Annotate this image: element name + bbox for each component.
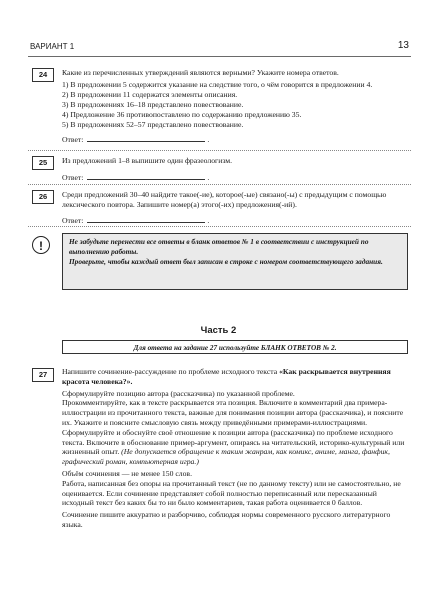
separator: [28, 150, 411, 151]
task-number-27: 27: [32, 368, 54, 382]
task-24-option-3: 3) В предложениях 16–18 представлено повествование.: [62, 100, 244, 109]
task-26-answer: Ответ: .: [62, 216, 210, 225]
task-27-p3-text: Сформулируйте и обоснуйте своё отношение к позиции автора (рассказчика) по проблеме исходного текста. Включите в обоснование пример-аргумент, опираясь на читательский, историко-культурный или жизненный опыт.: [62, 427, 405, 457]
task-24-options: [62, 80, 406, 130]
reminder-line-2: Проверьте, чтобы каждый ответ был записан в строке с номером соответствующего задания.: [69, 257, 383, 266]
answer-field-24[interactable]: [87, 134, 205, 142]
task-number-24: 24: [32, 68, 54, 82]
task-24-answer: Ответ: .: [62, 135, 210, 144]
task-25-answer: Ответ: .: [62, 173, 210, 182]
task-27-p1: Сформулируйте позицию автора (рассказчика) по указанной проблеме.: [62, 388, 295, 398]
task-27-p3-note: (Не допускается обращение к таким жанрам, как комикс, аниме, манга, фанфик, графический роман, компьютерная игра.): [62, 447, 390, 467]
task-24-option-2: 2) В предложении 11 содержатся элементы описания.: [62, 90, 238, 99]
part-2-instruction: Для ответа на задание 27 используйте БЛАНК ОТВЕТОВ № 2.: [62, 340, 408, 354]
part-2-title: Часть 2: [200, 325, 237, 336]
task-27-topic: «Как раскрывается внутренняя красота человека?».: [62, 367, 391, 386]
task-27-p4: Объём сочинения — не менее 150 слов.: [62, 468, 192, 478]
task-26: [62, 190, 406, 226]
task-24-option-1: 1) В предложении 5 содержится указание на следствие того, о чём говорится в предложении 4.: [62, 80, 373, 89]
task-number-25: 25: [32, 156, 54, 170]
task-25-prompt: Из предложений 1–8 выпишите один фразеологизм.: [62, 156, 233, 165]
answer-label: Ответ:: [62, 216, 84, 225]
variant-label: ВАРИАНТ 1: [30, 42, 75, 51]
reminder-line-1: Не забудьте перенести все ответы в бланк ответов № 1 в соответствии с инструкцией по выполнению работы.: [69, 237, 369, 256]
answer-field-26[interactable]: [87, 215, 205, 223]
answer-label: Ответ:: [62, 173, 84, 182]
task-27-p5: Работа, написанная без опоры на прочитанный текст (не по данному тексту) или не самостоятельно, не оценивается. Если сочинение представляет собой полностью переписанный или пересказанный исходный текст без каких бы то ни было комментариев, такая работа оценивается 0 баллов.: [62, 478, 401, 508]
separator: [28, 226, 411, 227]
task-27: [62, 367, 406, 532]
separator: [28, 184, 411, 185]
task-24: [62, 68, 406, 145]
task-number-26: 26: [32, 190, 54, 204]
exclamation-icon: !: [32, 236, 50, 254]
task-27-p2: Прокомментируйте, как в тексте раскрывается эта позиция. Включите в комментарий два примера-иллюстрации из прочитанного текста, важные для понимания позиции автора (рассказчика), и поясните их. Укажите и поясните смысловую связь между приведёнными примерами-иллюстрациями.: [62, 398, 404, 427]
page-number: 13: [397, 40, 409, 51]
task-26-prompt: Среди предложений 30–40 найдите такое(-ие), которое(-ые) связано(-ы) с предыдущим с помощью лексического повтора. Запишите номер(а) этого(-их) предложения(-ий).: [62, 190, 387, 209]
task-24-option-5: 5) В предложениях 52–57 представлено повествование.: [62, 120, 244, 129]
answer-label: Ответ:: [62, 135, 84, 144]
answer-field-25[interactable]: [87, 172, 205, 180]
task-27-intro: [62, 367, 406, 387]
task-27-p6: Сочинение пишите аккуратно и разборчиво, соблюдая нормы современного русского литературного языка.: [62, 510, 391, 529]
task-25: [62, 156, 406, 183]
task-24-prompt: Какие из перечисленных утверждений являются верными? Укажите номера ответов.: [62, 68, 339, 77]
page-header: [28, 40, 411, 57]
task-27-intro-text: Напишите сочинение-рассуждение по проблеме исходного текста: [62, 367, 280, 376]
task-27-p3: [62, 428, 406, 467]
task-24-option-4: 4) Предложение 36 противопоставлено по содержанию предложению 35.: [62, 110, 302, 119]
reminder-note: [62, 233, 408, 290]
